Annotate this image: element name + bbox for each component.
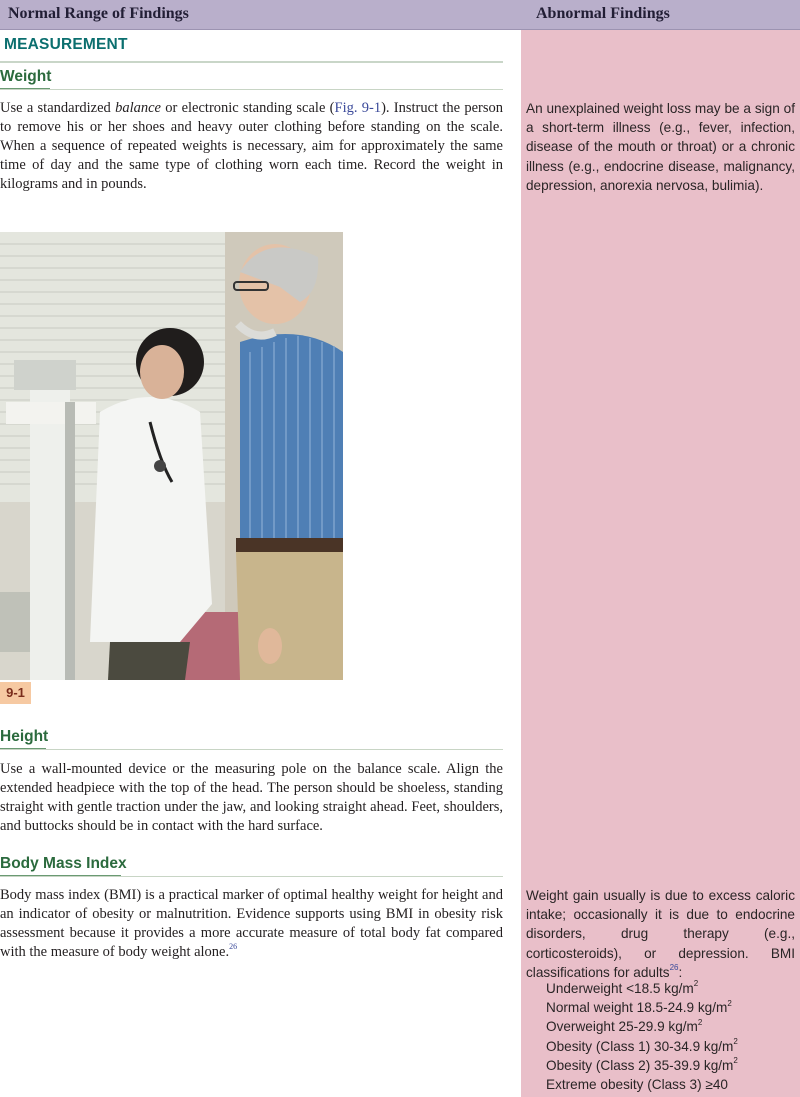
weight-abnormal-findings: An unexplained weight loss may be a sign of a short-term illness (e.g., fever, infection, disease of the mouth or throat) or a chronic illness (e.g., endocrine disease, malignancy, depression, anorexia nervosa, bulimia). <box>526 101 795 193</box>
bmi-classification-list <box>546 979 738 1094</box>
bmi-class-item: Obesity (Class 2) 35-39.9 $kg/m^2$ <box>546 1056 738 1073</box>
weight-heading-rule <box>0 89 503 90</box>
figure-reference-link[interactable]: Fig. 9-1 <box>334 100 382 116</box>
height-heading: Height <box>0 728 49 745</box>
figure-label: 9-1 <box>0 682 31 704</box>
height-heading-rule <box>0 749 503 750</box>
bmi-class-item: Obesity (Class 1) 30-34.9 $kg/m^2$ <box>546 1037 738 1054</box>
bmi-class-item: Underweight <18.5 $kg/m^2$ <box>546 979 699 996</box>
section-title: MEASUREMENT <box>4 36 128 53</box>
bmi-heading-rule <box>0 876 503 877</box>
bmi-class-item: Extreme obesity (Class 3) ≥40 <box>546 1077 728 1093</box>
weight-heading: Weight <box>0 68 52 85</box>
bmi-class-item: Normal weight 18.5-24.9 $kg/m^2$ <box>546 998 732 1016</box>
section-divider <box>0 61 503 63</box>
abnormal-findings-header: Abnormal Findings <box>536 5 670 22</box>
column-header-bar <box>0 0 800 30</box>
bmi-abnormal-findings: Weight gain usually is due to excess caloric intake; occasionally it is due to endocrine disorders, drug therapy (e.g., corticosteroids), or depression. BMI classifications for adults$^{26}$: <box>526 888 795 980</box>
bmi-citation[interactable]: 26 <box>229 942 238 952</box>
normal-findings-header: Normal Range of Findings <box>8 5 189 22</box>
height-instructions: Use a wall-mounted device or the measuring pole on the balance scale. Align the extended headpiece with the top of the head. The person should be shoeless, standing straight with gentle traction under the jaw, and looking straight ahead. Feet, shoulders, and buttocks should be in contact with the hard surface. <box>0 761 503 834</box>
figure-9-1-photo <box>0 232 343 680</box>
bmi-classification-citation[interactable]: 26 <box>669 963 679 973</box>
bmi-description: Body mass index (BMI) is a practical marker of optimal healthy weight for height and an indicator of obesity or malnutrition. Evidence supports using BMI in obesity risk assessment because it provides a more accurate measure of total body fat compared with the measure of body weight alone.$^{26}$ <box>0 887 503 960</box>
bmi-heading: Body Mass Index <box>0 855 127 872</box>
bmi-class-item: Overweight 25-29.9 $kg/m^2$ <box>546 1017 703 1035</box>
weight-instructions: Use a standardized balance or electronic standing scale (Fig. 9-1). Instruct the person to remove his or her shoes and heavy outer clothing before standing on the scale. When a sequence of repeated weights is necessary, aim for approximately the same time of day and the same type of clothing worn each time. Record the weight in kilograms and in pounds. <box>0 100 504 192</box>
